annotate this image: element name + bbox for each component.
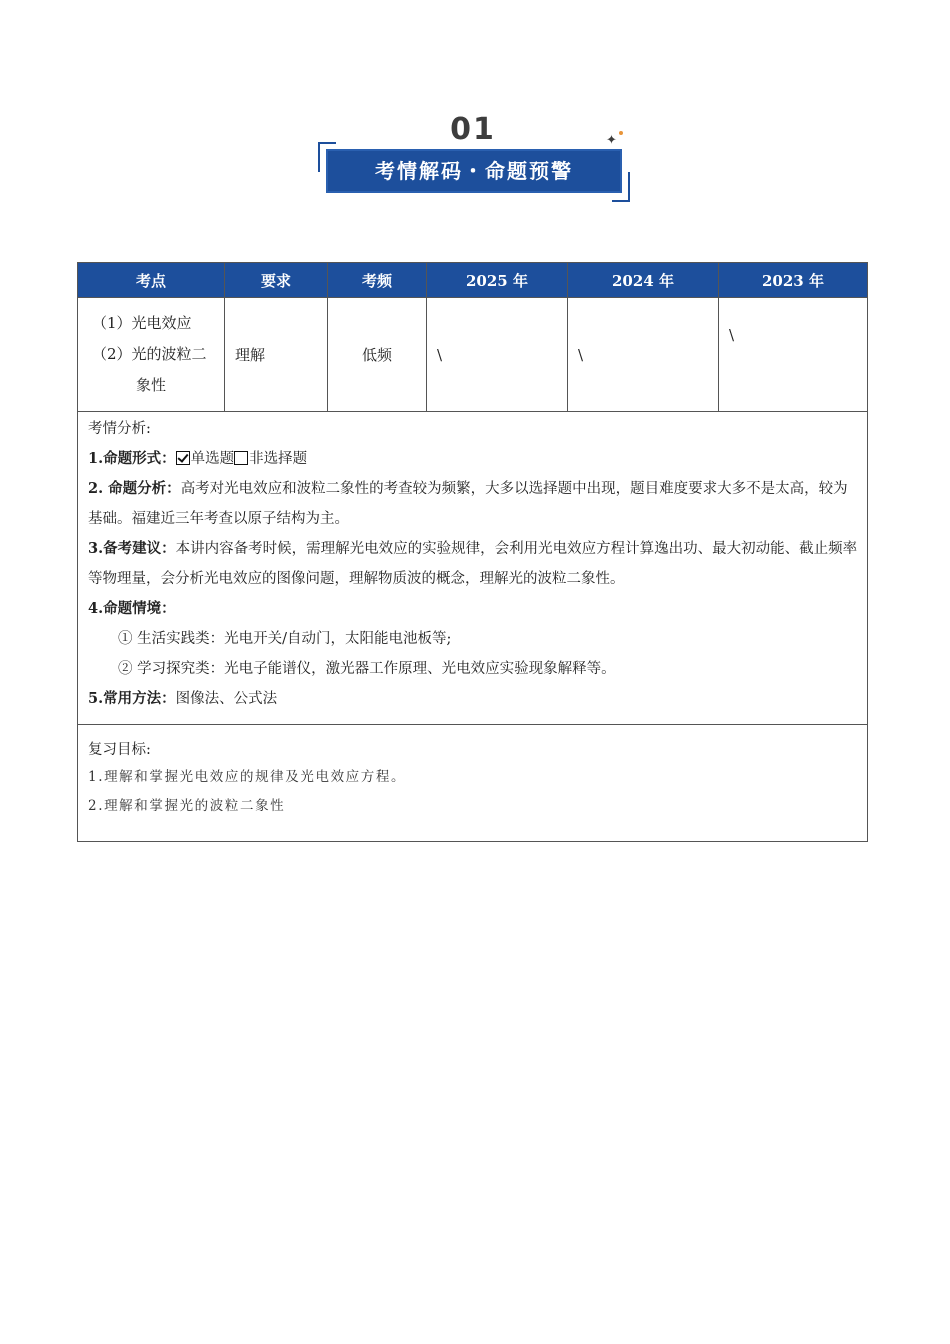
section-title-box xyxy=(326,149,622,193)
column-header: 考频 xyxy=(328,263,427,298)
form-option-checked: 单选题 xyxy=(190,451,235,467)
method-text: 图像法、公式法 xyxy=(175,691,278,707)
year-2025-cell: \ xyxy=(427,298,568,412)
analysis-label: 2. 命题分析： xyxy=(88,480,181,497)
method-label: 5.常用方法： xyxy=(88,690,176,707)
advice-text: 本讲内容备考时候，需理解光电效应的实验规律，会利用光电效应方程计算逸出功、最大初动能、截止频率等物理量，会分析光电效应的图像问题，理解物质波的概念，理解光的波粒二象性。 xyxy=(88,541,858,587)
analysis-row xyxy=(78,412,868,725)
exam-analysis-table xyxy=(77,262,868,842)
exam-point: （2）光的波粒二 xyxy=(92,345,207,363)
form-label: 1.命题形式： xyxy=(88,450,176,467)
frequency-cell: 低频 xyxy=(328,298,427,412)
analysis-text: 高考对光电效应和波粒二象性的考查较为频繁，大多以选择题中出现，题目难度要求大多不是太高，较为基础。福建近三年考查以原子结构为主。 xyxy=(88,481,848,527)
column-header: 2023 年 xyxy=(719,263,868,298)
table-row xyxy=(78,298,868,412)
table-header-row xyxy=(78,263,868,298)
advice-label: 3.备考建议： xyxy=(88,540,176,557)
column-header: 考点 xyxy=(78,263,225,298)
advice-line xyxy=(88,534,859,594)
form-option-unchecked: 非选择题 xyxy=(249,451,308,467)
column-header: 要求 xyxy=(225,263,328,298)
checked-checkbox-icon xyxy=(176,451,190,465)
column-header: 2025 年 xyxy=(427,263,568,298)
review-cell xyxy=(78,725,868,842)
year-2023-cell: \ xyxy=(719,298,868,412)
method-line xyxy=(88,684,859,714)
exam-points-cell xyxy=(78,298,225,412)
analysis-line xyxy=(88,474,859,534)
review-row xyxy=(78,725,868,842)
requirement-cell: 理解 xyxy=(225,298,328,412)
section-title: 考情解码・命题预警 xyxy=(375,159,573,183)
section-badge xyxy=(314,112,636,202)
analysis-heading: 考情分析: xyxy=(88,421,151,437)
context-label: 4.命题情境： xyxy=(88,600,176,617)
context-item: ② 学习探究类：光电子能谱仪，激光器工作原理、光电效应实验现象解释等。 xyxy=(118,661,616,677)
section-number: 01 xyxy=(450,112,496,147)
context-item: ① 生活实践类：光电开关/自动门，太阳能电池板等; xyxy=(118,631,452,647)
exam-point: 象性 xyxy=(136,376,167,394)
unchecked-checkbox-icon xyxy=(234,451,248,465)
review-item: 2.理解和掌握光的波粒二象性 xyxy=(88,798,286,814)
exam-point: （1）光电效应 xyxy=(92,314,192,332)
sparkle-icon: ✦ xyxy=(606,133,617,148)
review-heading: 复习目标: xyxy=(88,742,151,758)
review-item: 1.理解和掌握光电效应的规律及光电效应方程。 xyxy=(88,769,407,785)
context-line xyxy=(88,594,859,624)
year-2024-cell: \ xyxy=(568,298,719,412)
analysis-cell xyxy=(78,412,868,725)
column-header: 2024 年 xyxy=(568,263,719,298)
sparkle-dot-icon xyxy=(619,131,623,135)
form-line xyxy=(88,444,859,474)
